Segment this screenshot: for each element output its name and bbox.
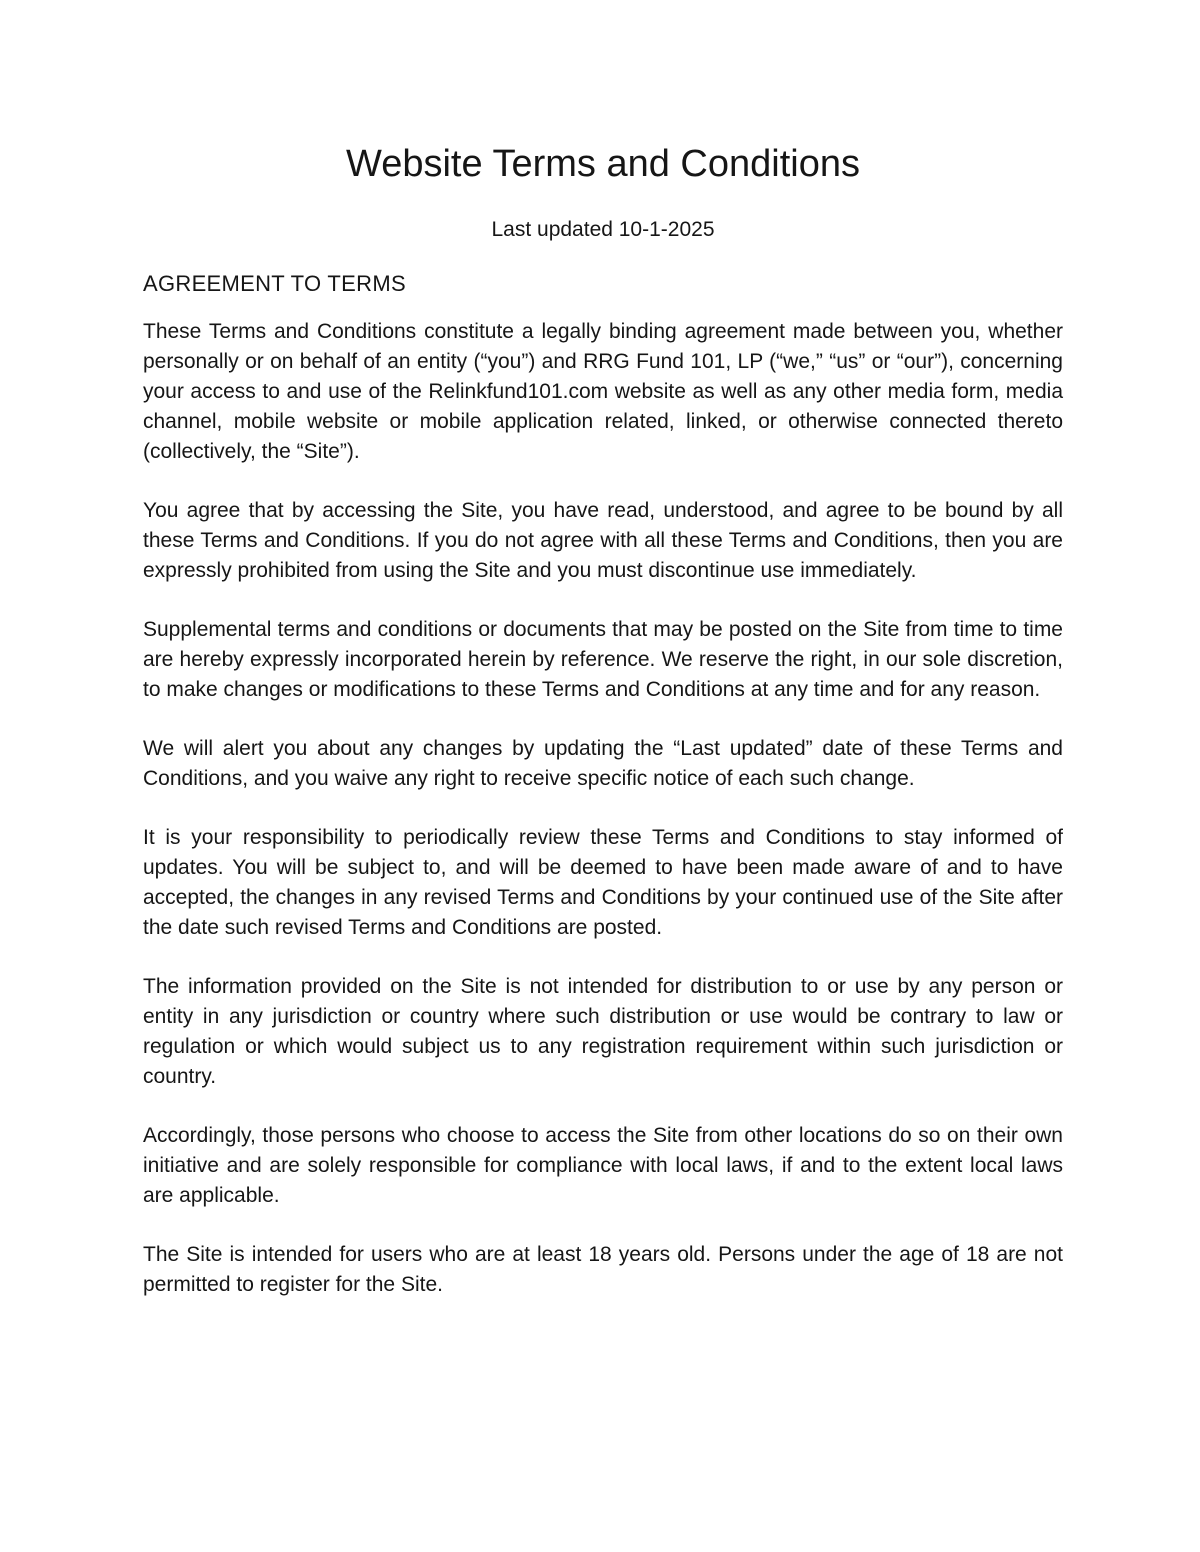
section-heading-agreement-to-terms: AGREEMENT TO TERMS <box>143 270 406 296</box>
paragraph-change-alerts: We will alert you about any changes by updating the “Last updated” date of these Terms and Conditions, and you waive any right to receive specific notice of each such change. <box>143 736 1063 790</box>
paragraph-distribution-restriction: The information provided on the Site is not intended for distribution to or use by any person or entity in any jurisdiction or country where such distribution or use would be contrary to law or regulation or which would subject us to any registration requirement within such jurisdiction or country. <box>143 974 1063 1088</box>
last-updated-line: Last updated 10-1-2025 <box>491 217 715 241</box>
document-title: Website Terms and Conditions <box>346 143 860 185</box>
paragraph-acceptance: You agree that by accessing the Site, you have read, understood, and agree to be bound by all these Terms and Conditions. If you do not agree with all these Terms and Conditions, then you are expressly prohibited from using the Site and you must discontinue use immediately. <box>143 498 1063 582</box>
paragraph-local-laws: Accordingly, those persons who choose to access the Site from other locations do so on their own initiative and are solely responsible for compliance with local laws, if and to the extent local laws are applicable. <box>143 1123 1063 1207</box>
paragraph-agreement-intro: These Terms and Conditions constitute a legally binding agreement made between you, whether personally or on behalf of an entity (“you”) and RRG Fund 101, LP (“we,” “us” or “our”), concerning your access to and use of the Relinkfund101.com website as well as any other media form, media channel, mobile website or mobile application related, linked, or otherwise connected thereto (collectively, the “Site”). <box>143 319 1063 463</box>
paragraph-review-responsibility: It is your responsibility to periodically review these Terms and Conditions to stay informed of updates. You will be subject to, and will be deemed to have been made aware of and to have accepted, the changes in any revised Terms and Conditions by your continued use of the Site after the date such revised Terms and Conditions are posted. <box>143 825 1063 939</box>
paragraph-supplemental-terms: Supplemental terms and conditions or documents that may be posted on the Site from time to time are hereby expressly incorporated herein by reference. We reserve the right, in our sole discretion, to make changes or modifications to these Terms and Conditions at any time and for any reason. <box>143 617 1063 701</box>
paragraph-age-requirement: The Site is intended for users who are at least 18 years old. Persons under the age of 18 are not permitted to register for the Site. <box>143 1242 1063 1296</box>
